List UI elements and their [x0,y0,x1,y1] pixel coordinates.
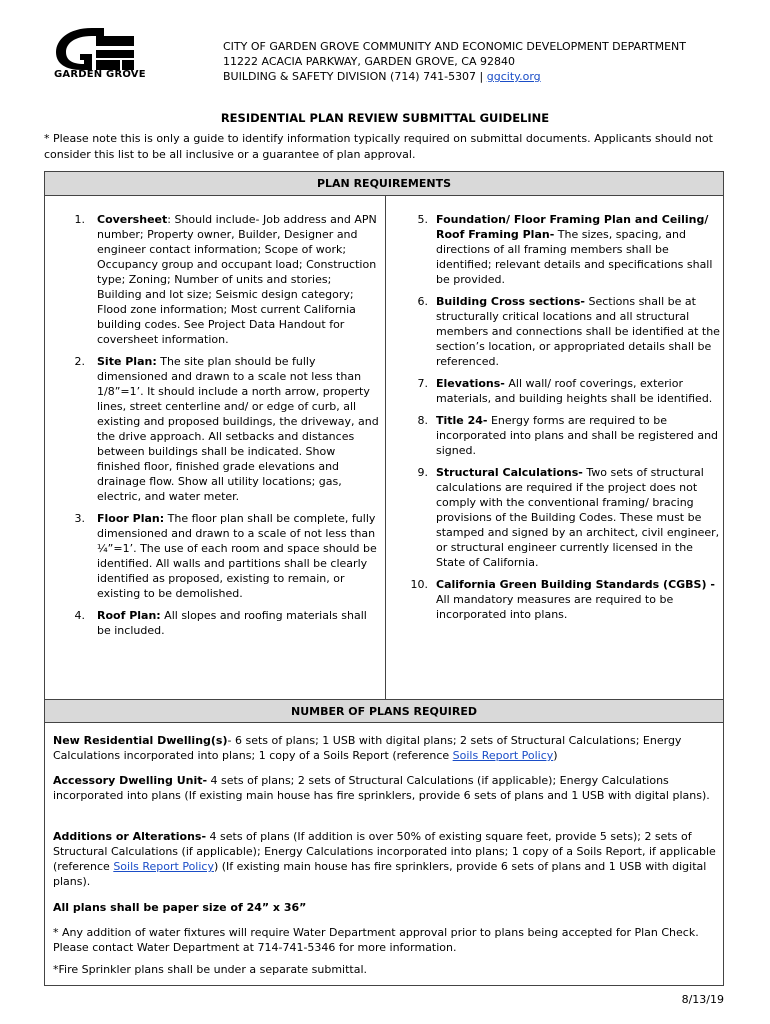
new-dwelling-end: ) [553,749,558,762]
item-number: 10. [410,578,428,591]
item-text: Two sets of structural calculations are required if the project does not comply with the conventional framing/ bracing provisions of the Building Codes. These must be stamped and signed by an architect, civil engineer, or structural engineer currently licensed in the State of California. [436,466,720,569]
item-body [436,465,720,570]
requirement-item [402,376,720,406]
item-title: Roof Plan: [97,609,161,622]
additions-text: 4 sets of plans (If addition is over 50% of existing square feet, provide 5 sets); 2 sets of Structural Calculations (if applicable); Energy Calculations incorporated into plans; 1 copy of a Soils Report, if applicable (reference [53,830,716,873]
item-text: The floor plan shall be complete, fully dimensioned and drawn to a scale of not less than ¼”=1’. The use of each room and space should be identified. All walls and partitions shall be clearly identified as proposed, existing to remain, or existing to be demolished. [97,512,377,600]
requirement-item [402,413,720,458]
new-dwelling-title: New Residential Dwelling(s) [53,734,228,747]
item-number: 7. [417,377,428,390]
new-dwelling-text: - 6 sets of plans; 1 USB with digital plans; 2 sets of Structural Calculations; Energy Calculations incorporated into plans; 1 copy of a Soils Report (reference [53,734,682,762]
department-header [223,39,686,84]
requirement-item [402,465,720,570]
paper-size-note: All plans shall be paper size of 24” x 36” [53,901,307,914]
item-title: Foundation/ Floor Framing Plan and Ceiling/ Roof Framing Plan- [436,213,709,241]
item-body [97,354,379,504]
plan-requirements-heading: PLAN REQUIREMENTS [45,172,723,196]
item-number: 6. [417,295,428,308]
item-text: The sizes, spacing, and directions of all framing members shall be identified; relevant details and specifications shall be provided. [436,228,713,286]
requirements-right-column [402,212,720,629]
requirement-item [402,294,720,369]
water-department-note: * Any addition of water fixtures will require Water Department approval prior to plans being accepted for Plan Check. Please contact Water Department at 714-741-5346 for more information. [53,926,699,954]
requirement-item [57,354,379,504]
requirements-list-right [402,212,720,622]
header-line-1: CITY OF GARDEN GROVE COMMUNITY AND ECONOMIC DEVELOPMENT DEPARTMENT [223,40,687,53]
item-number: 3. [74,512,85,525]
item-text: All wall/ roof coverings, exterior materials, and building heights shall be identified. [436,377,713,405]
item-body [97,608,379,638]
logo-text: GARDEN GROVE [54,69,146,80]
column-divider [385,196,386,699]
item-text: Should include- Job address and APN number; Property owner, Builder, Designer and engineer contact information; Scope of work; Occupancy group and occupant load; Construction type; Zoning; Number of units and stories; Building and lot size; Seismic design category; Flood zone information; Most current California building codes. See Project Data Handout for coversheet information. [97,213,377,346]
requirement-item [402,212,720,287]
item-title-suffix: : [167,213,171,226]
item-text: The site plan should be fully dimensioned and drawn to a scale not less than 1/8”=1’. It should include a north arrow, property lines, street centerline and/ or edge of curb, all existing and proposed buildings, the driveway, and the drive approach. All setbacks and distances between buildings shall be indicated. Show finished floor, finished grade elevations and drainage flow. Show all utility locations; gas, electric, and water meter. [97,355,379,503]
page-title: RESIDENTIAL PLAN REVIEW SUBMITTAL GUIDELINE [220,111,550,125]
item-number: 2. [74,355,85,368]
item-body [436,413,720,458]
additions-requirement [53,829,719,889]
item-body [436,294,720,369]
additions-title: Additions or Alterations- [53,830,207,843]
item-number: 9. [417,466,428,479]
item-body [436,376,720,406]
item-number: 8. [417,414,428,427]
disclaimer-note: * Please note this is only a guide to identify information typically required on submittal documents. Applicants should not consider this list to be all inclusive or a guarantee of plan approval. [44,132,713,161]
item-body [436,577,720,622]
item-number: 5. [417,213,428,226]
new-dwelling-requirement [53,733,719,763]
item-title: Floor Plan: [97,512,165,525]
soils-report-link-2[interactable]: Soils Report Policy [113,860,214,873]
header-line-2: 11222 ACACIA PARKWAY, GARDEN GROVE, CA 92840 [223,55,515,68]
item-number: 4. [74,609,85,622]
item-title: Coversheet [97,213,168,226]
item-title: Structural Calculations- [436,466,583,479]
item-text: All mandatory measures are required to be incorporated into plans. [436,593,674,621]
requirement-item [402,577,720,622]
additions-end: ) (If existing main house has fire sprinklers, provide 6 sets of plans and 1 USB with digital plans). [53,860,707,888]
requirement-item [57,608,379,638]
item-title: Title 24- [436,414,488,427]
website-link[interactable]: ggcity.org [486,70,541,83]
requirement-item [57,212,379,347]
requirement-item [57,511,379,601]
item-number: 1. [74,213,85,226]
soils-report-link-1[interactable]: Soils Report Policy [452,749,554,762]
item-title: California Green Building Standards (CGBS) - [436,578,715,591]
requirements-box [44,171,724,986]
adu-title: Accessory Dwelling Unit- [53,774,208,787]
requirements-left-column [57,212,379,645]
item-title: Building Cross sections- [436,295,585,308]
item-text: Energy forms are required to be incorporated into plans and shall be registered and signed. [436,414,719,457]
adu-text: 4 sets of plans; 2 sets of Structural Calculations (if applicable); Energy Calculations incorporated into plans (If existing main house has fire sprinklers, provide 6 sets of plans and 1 USB with digital plans). [53,774,710,802]
item-body [436,212,720,287]
item-title: Elevations- [436,377,505,390]
item-body [97,511,379,601]
item-body [97,212,379,347]
item-text: Sections shall be at structurally critical locations and all structural members and connections shall be identified at the section’s location, or appropriated details shall be referenced. [436,295,720,368]
requirements-list-left [57,212,379,638]
header-line-3 [223,69,686,84]
plans-required-heading: NUMBER OF PLANS REQUIRED [45,699,723,723]
adu-requirement [53,773,719,803]
item-title: Site Plan: [97,355,157,368]
revision-date: 8/13/19 [681,993,724,1006]
fire-sprinkler-note: *Fire Sprinkler plans shall be under a separate submittal. [53,963,368,976]
header-line-3-prefix: BUILDING & SAFETY DIVISION (714) 741-5307 | [223,70,487,83]
item-text: All slopes and roofing materials shall be included. [97,609,367,637]
